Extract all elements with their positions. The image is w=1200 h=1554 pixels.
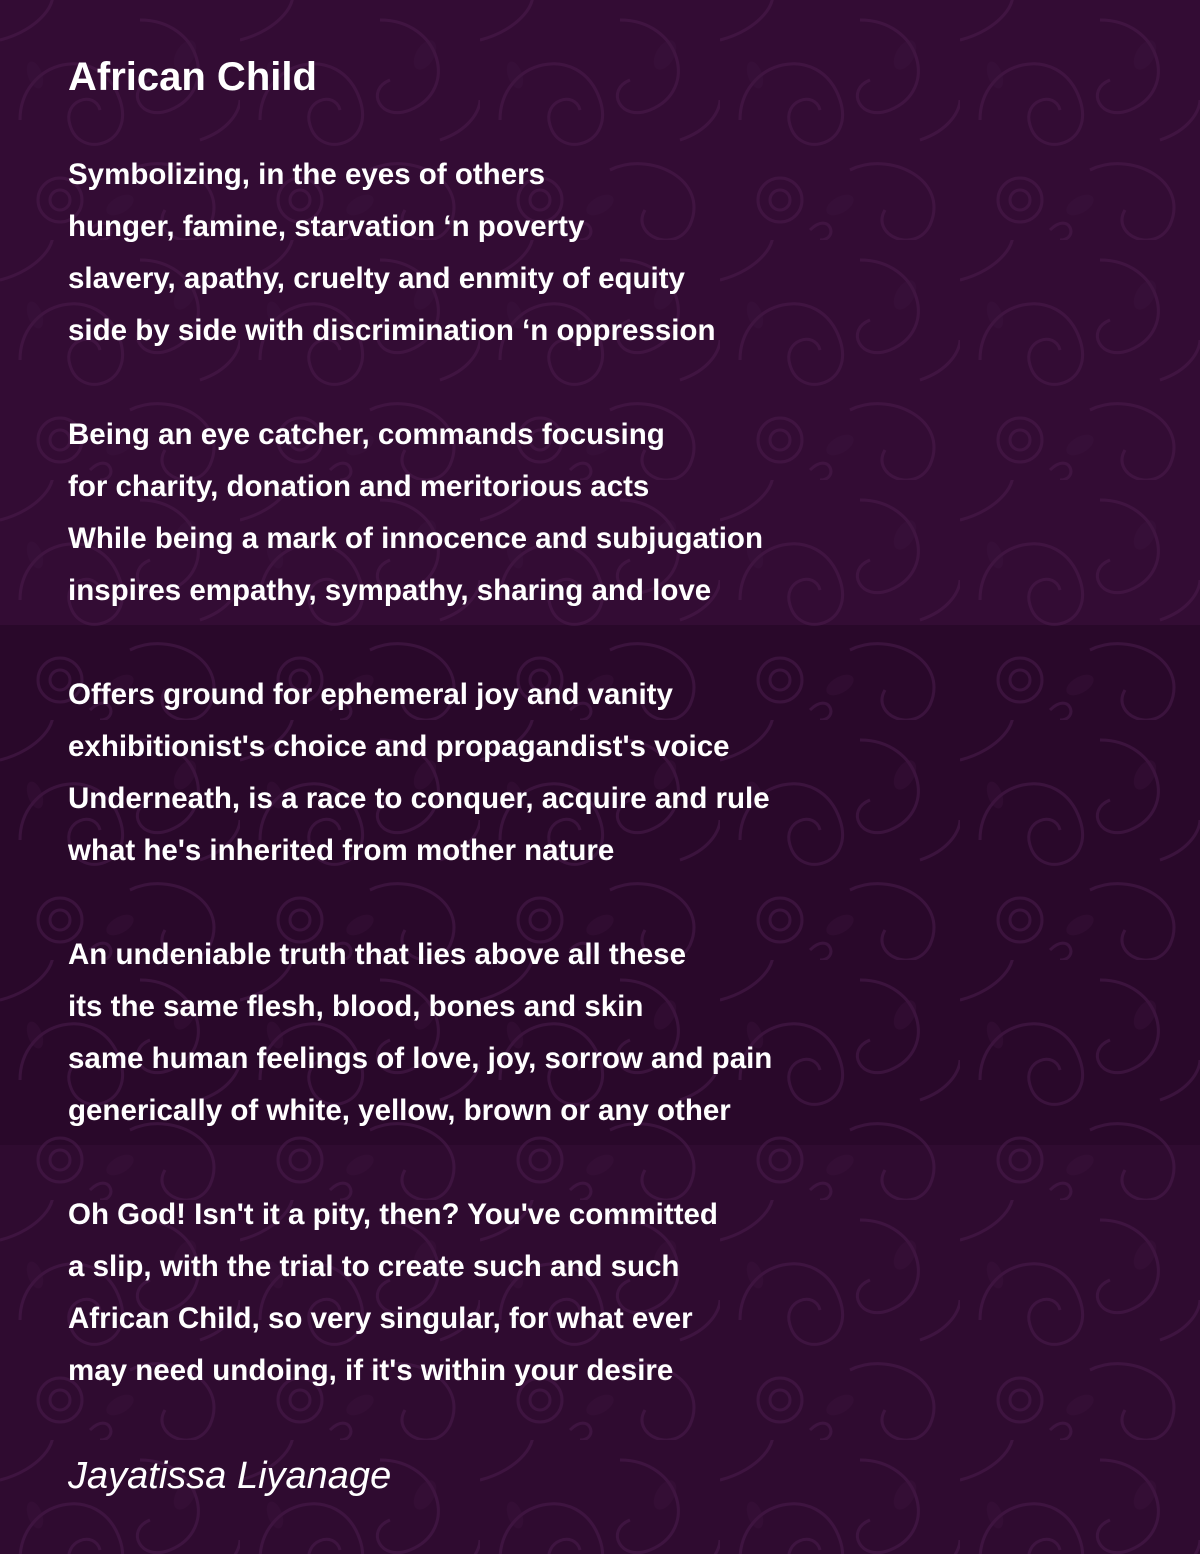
stanza-4: [68, 929, 1168, 1137]
poem-line: Underneath, is a race to conquer, acquire and rule: [68, 782, 770, 815]
stanza-2: [68, 409, 1168, 617]
poem-line: Oh God! Isn't it a pity, then? You've committed: [68, 1198, 718, 1231]
poem-line: slavery, apathy, cruelty and enmity of equity: [68, 262, 685, 295]
poem-line: a slip, with the trial to create such and such: [68, 1250, 680, 1283]
poem-line: for charity, donation and meritorious acts: [68, 470, 650, 503]
poem-line: African Child, so very singular, for what ever: [68, 1302, 693, 1335]
poem-line: An undeniable truth that lies above all these: [68, 938, 686, 971]
poem-line: Symbolizing, in the eyes of others: [68, 158, 545, 191]
stanza-1: [68, 149, 1168, 357]
stanza-3: [68, 669, 1168, 877]
poem-title: African Child: [68, 55, 317, 99]
poem-line: Offers ground for ephemeral joy and vanity: [68, 678, 673, 711]
poem-author: Jayatissa Liyanage: [68, 1455, 392, 1497]
poem-line: hunger, famine, starvation ‘n poverty: [68, 210, 585, 243]
poem-line: generically of white, yellow, brown or any other: [68, 1094, 731, 1127]
poem-line: exhibitionist's choice and propagandist's voice: [68, 730, 730, 763]
poem-line: While being a mark of innocence and subjugation: [68, 522, 763, 555]
poem-line: Being an eye catcher, commands focusing: [68, 418, 665, 451]
poem-line: may need undoing, if it's within your desire: [68, 1354, 674, 1387]
poem-line: its the same flesh, blood, bones and skin: [68, 990, 644, 1023]
poem-line: side by side with discrimination ‘n oppression: [68, 314, 716, 347]
poem-line: what he's inherited from mother nature: [68, 834, 615, 867]
poem-line: same human feelings of love, joy, sorrow and pain: [68, 1042, 773, 1075]
poem-line: inspires empathy, sympathy, sharing and love: [68, 574, 712, 607]
stanza-5: [68, 1189, 1168, 1397]
